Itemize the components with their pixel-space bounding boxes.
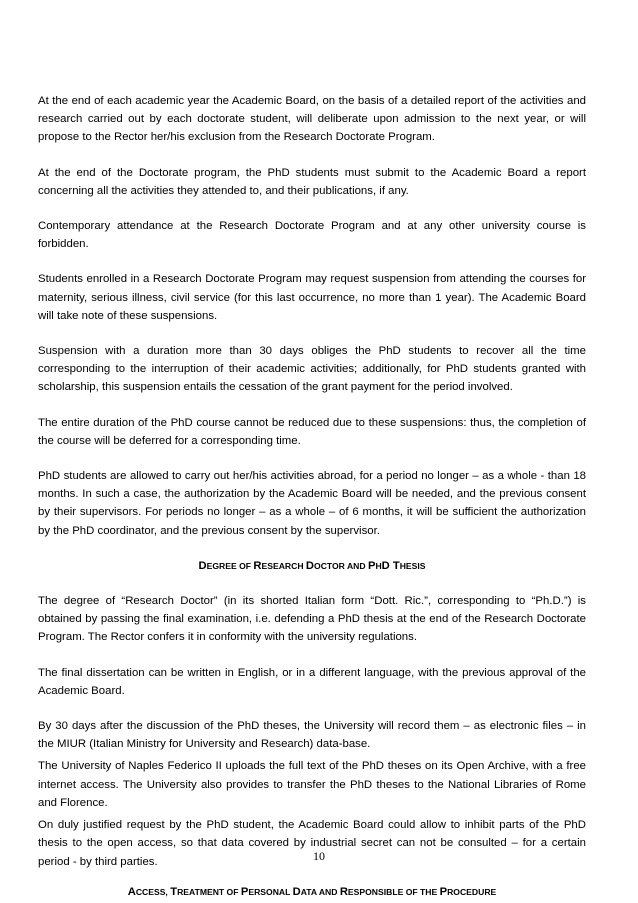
document-body bbox=[38, 92, 586, 901]
paragraph-open-archive: The University of Naples Federico II uploads the full text of the PhD theses on its Open Archive, with a free internet access. The University also provides to transfer the PhD theses to the National Libraries of Rome and Florence. bbox=[38, 760, 586, 809]
paragraph-final-report: At the end of the Doctorate program, the PhD students must submit to the Academic Board a report concerning all the activities they attended to, and their publications, if any. bbox=[38, 166, 586, 197]
paragraph-suspension-duration: Suspension with a duration more than 30 days obliges the PhD students to recover all the time corresponding to the interruption of their academic activities; additionally, for PhD students granted with scholarship, this suspension entails the cessation of the grant payment for the period involved. bbox=[38, 345, 586, 394]
page-number: 10 bbox=[313, 849, 325, 863]
paragraph-thesis-recording: By 30 days after the discussion of the PhD theses, the University will record them – as electronic files – in the MIUR (Italian Ministry for University and Research) data-base. bbox=[38, 720, 586, 751]
paragraph-course-duration: The entire duration of the PhD course cannot be reduced due to these suspensions: thus, the completion of the course will be deferred for a corresponding time. bbox=[38, 416, 586, 447]
paragraph-dissertation-language: The final dissertation can be written in English, or in a different language, with the previous approval of the Academic Board. bbox=[38, 666, 586, 697]
section-heading-degree: DEGREE OF RESEARCH DOCTOR AND PHD THESIS bbox=[198, 559, 426, 572]
paragraph-annual-evaluation: At the end of each academic year the Academic Board, on the basis of a detailed report of the activities and research carried out by each doctorate student, will deliberate upon admission to the next year, or will propose to the Rector her/his exclusion from the Research Doctorate Program. bbox=[38, 95, 586, 144]
paragraph-activities-abroad: PhD students are allowed to carry out her/his activities abroad, for a period no longer – as a whole - than 18 months. In such a case, the authorization by the Academic Board will be needed, and the previous consent by their supervisors. For periods no longer – as a whole – of 6 months, it will be sufficient the authorization by the PhD coordinator, and the previous consent by the supervisor. bbox=[38, 470, 586, 537]
paragraph-suspension-request: Students enrolled in a Research Doctorate Program may request suspension from attending the courses for maternity, serious illness, civil service (for this last occurrence, no more than 1 year). The Academic Board will take note of these suspensions. bbox=[38, 273, 586, 322]
paragraph-contemporary-attendance: Contemporary attendance at the Research Doctorate Program and at any other university course is forbidden. bbox=[38, 220, 586, 251]
section-heading-access: ACCESS, TREATMENT OF PERSONAL DATA AND RESPONSIBLE OF THE PROCEDURE bbox=[127, 885, 497, 898]
paragraph-inhibit-access: On duly justified request by the PhD student, the Academic Board could allow to inhibit parts of the PhD thesis to the open access, so that data covered by industrial secret can not be consulted – for a certain period - by third parties. bbox=[38, 819, 586, 868]
paragraph-degree-definition: The degree of “Research Doctor” (in its shorted Italian form “Dott. Ric.”, corresponding to “Ph.D.”) is obtained by passing the final examination, i.e. defending a PhD thesis at the end of the Research Doctorate Program. The Rector confers it in conformity with the university regulations. bbox=[38, 595, 586, 644]
